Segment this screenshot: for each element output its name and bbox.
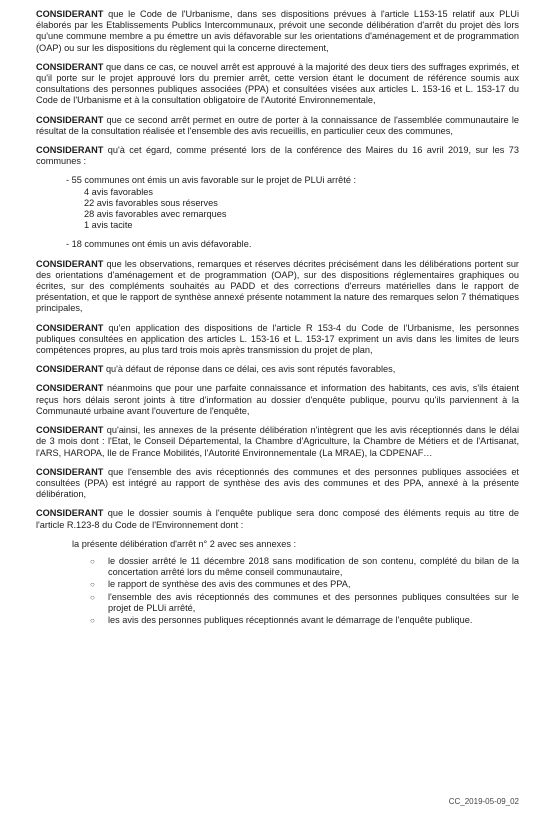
- considerant-keyword: CONSIDERANT: [36, 508, 104, 519]
- commune-votes: [36, 175, 519, 250]
- paragraph-text: que l'ensemble des avis réceptionnés des communes et des personnes publiques associées et consultées (PPA) est intégré au rapport de synthèse des avis des communes et des PPA, annexé à la présente délibération,: [36, 466, 519, 500]
- favorable-line: - 55 communes ont émis un avis favorable sur le projet de PLUi arrêté :: [66, 175, 357, 186]
- circle-bullet-icon: ○: [90, 580, 95, 590]
- annex-item: [90, 579, 519, 590]
- annex-item-text: le rapport de synthèse des avis des communes et des PPA,: [108, 579, 351, 590]
- paragraph-text: qu'à cet égard, comme présenté lors de la conférence des Maires du 16 avril 2019, sur les 73 communes :: [36, 145, 519, 167]
- paragraph-text: que ce second arrêt permet en outre de porter à la connaissance de l'assemblée communautaire le résultat de la consultation réalisée et l'ensemble des avis recueillis, en particulier ceux des communes,: [36, 114, 519, 136]
- circle-bullet-icon: ○: [90, 592, 95, 602]
- considerant-paragraph: [36, 364, 519, 375]
- considerant-keyword: CONSIDERANT: [36, 322, 104, 333]
- considerant-keyword: CONSIDERANT: [36, 258, 104, 269]
- annex-item: [90, 615, 519, 626]
- paragraph-text: néanmoins que pour une parfaite connaissance et information des habitants, ces avis, s'ils étaient reçus hors délais seront joints à titre d'information au dossier d'enquête publique, pourvu qu'ils parviennent à la Communauté urbaine avant l'ouverture de l'enquête,: [36, 383, 519, 416]
- considerant-paragraph: [36, 508, 519, 530]
- paragraph-text: qu'à défaut de réponse dans ce délai, ces avis sont réputés favorables,: [103, 364, 396, 375]
- considerant-paragraph: [36, 145, 519, 167]
- paragraph-text: que les observations, remarques et réserves décrites précisément dans les délibérations portent sur des orientations d'aménagement et de programmation (OAP), sur des dispositions réglementaires graphiques ou écrites, sur des compléments souhaités au PADD et des corrections d'erreurs matérielles dans le rapport de présentation, et que le rapport de synthèse annexé présente notamment la nature des remarques selon 7 thématiques principales,: [36, 258, 519, 314]
- considerant-paragraph: [36, 115, 519, 137]
- considerant-keyword: CONSIDERANT: [36, 364, 104, 375]
- paragraph-text: qu'ainsi, les annexes de la présente délibération n'intègrent que les avis réceptionnés dans le délai de 3 mois dont : l'Etat, le Conseil Départemental, la Chambre d'Agriculture, la Chambre de Métiers et de l'Artisanat, l'ARS, HAROPA, Ile de France Mobilités, l'Autorité Environnementale (La MRAE), la CDPENAF…: [36, 425, 519, 458]
- considerant-paragraph: [36, 425, 519, 459]
- annex-item-text: les avis des personnes publiques réceptionnés avant le démarrage de l'enquête publique.: [108, 614, 473, 625]
- vote-detail: 28 avis favorables avec remarques: [84, 209, 227, 220]
- vote-detail: 4 avis favorables: [84, 186, 153, 197]
- document-reference-footer: CC_2019-05-09_02: [448, 797, 519, 806]
- considerant-keyword: CONSIDERANT: [36, 145, 104, 156]
- annex-item-text: l'ensemble des avis réceptionnés des communes et des personnes publiques consultées sur le projet de PLUi arrêté,: [108, 591, 519, 613]
- annex-intro: la présente délibération d'arrêt n° 2 avec ses annexes :: [72, 538, 297, 549]
- vote-detail: 22 avis favorables sous réserves: [84, 197, 218, 208]
- considerant-keyword: CONSIDERANT: [36, 383, 104, 394]
- unfavorable-line: - 18 communes ont émis un avis défavorable.: [66, 239, 252, 250]
- paragraph-text: que le Code de l'Urbanisme, dans ses dispositions prévues à l'article L153-15 relatif aux PLUi élaborés par les Etablissements Publics Intercommunaux, prévoit une seconde délibération d'arrêt du projet dès lors qu'une commune membre a pu émettre un avis défavorable sur les orientations d'aménagement et de programmation (OAP) ou sur les dispositions du règlement qui la concerne directement,: [36, 9, 519, 53]
- considerant-keyword: CONSIDERANT: [36, 425, 104, 436]
- considerant-paragraph: [36, 62, 519, 107]
- considerant-group-1: [36, 9, 519, 167]
- considerant-paragraph: [36, 467, 519, 501]
- considerant-paragraph: [36, 259, 519, 315]
- paragraph-text: que le dossier soumis à l'enquête publique sera donc composé des éléments requis au titre de l'article R.123-8 du Code de l'Environnement dont :: [36, 508, 519, 530]
- considerant-keyword: CONSIDERANT: [36, 466, 104, 477]
- annex-item: [90, 592, 519, 614]
- vote-detail: 1 avis tacite: [84, 220, 133, 231]
- annex-list: [36, 556, 519, 626]
- paragraph-text: qu'en application des dispositions de l'article R 153-4 du Code de l'Urbanisme, les personnes publiques consultées en application des articles L. 153-16 et L. 153-17 expriment un avis dans les limites de leurs compétences propres, au plus tard trois mois après transmission du projet de plan,: [36, 322, 519, 356]
- paragraph-text: que dans ce cas, ce nouvel arrêt est approuvé à la majorité des deux tiers des suffrages exprimés, et qu'il porte sur le projet approuvé lors du premier arrêt, cette version étant le document de référence soumis aux consultations des personnes publiques associées (PPA) et consultées visées aux articles L. 153-16 et L. 153-17 du Code de l'Urbanisme et à la consultation obligatoire de l'Autorité Environnementale,: [36, 61, 519, 106]
- considerant-group-2: [36, 259, 519, 531]
- annex-item-text: le dossier arrêté le 11 décembre 2018 sans modification de son contenu, complété du bilan de la concertation arrêté lors du même conseil communautaire,: [108, 555, 519, 578]
- circle-bullet-icon: ○: [90, 615, 95, 625]
- considerant-paragraph: [36, 383, 519, 417]
- considerant-paragraph: [36, 323, 519, 357]
- considerant-keyword: CONSIDERANT: [36, 114, 104, 125]
- annex-item: [90, 556, 519, 578]
- considerant-keyword: CONSIDERANT: [36, 61, 104, 72]
- considerant-keyword: CONSIDERANT: [36, 9, 104, 19]
- circle-bullet-icon: ○: [90, 556, 95, 566]
- considerant-paragraph: [36, 9, 519, 54]
